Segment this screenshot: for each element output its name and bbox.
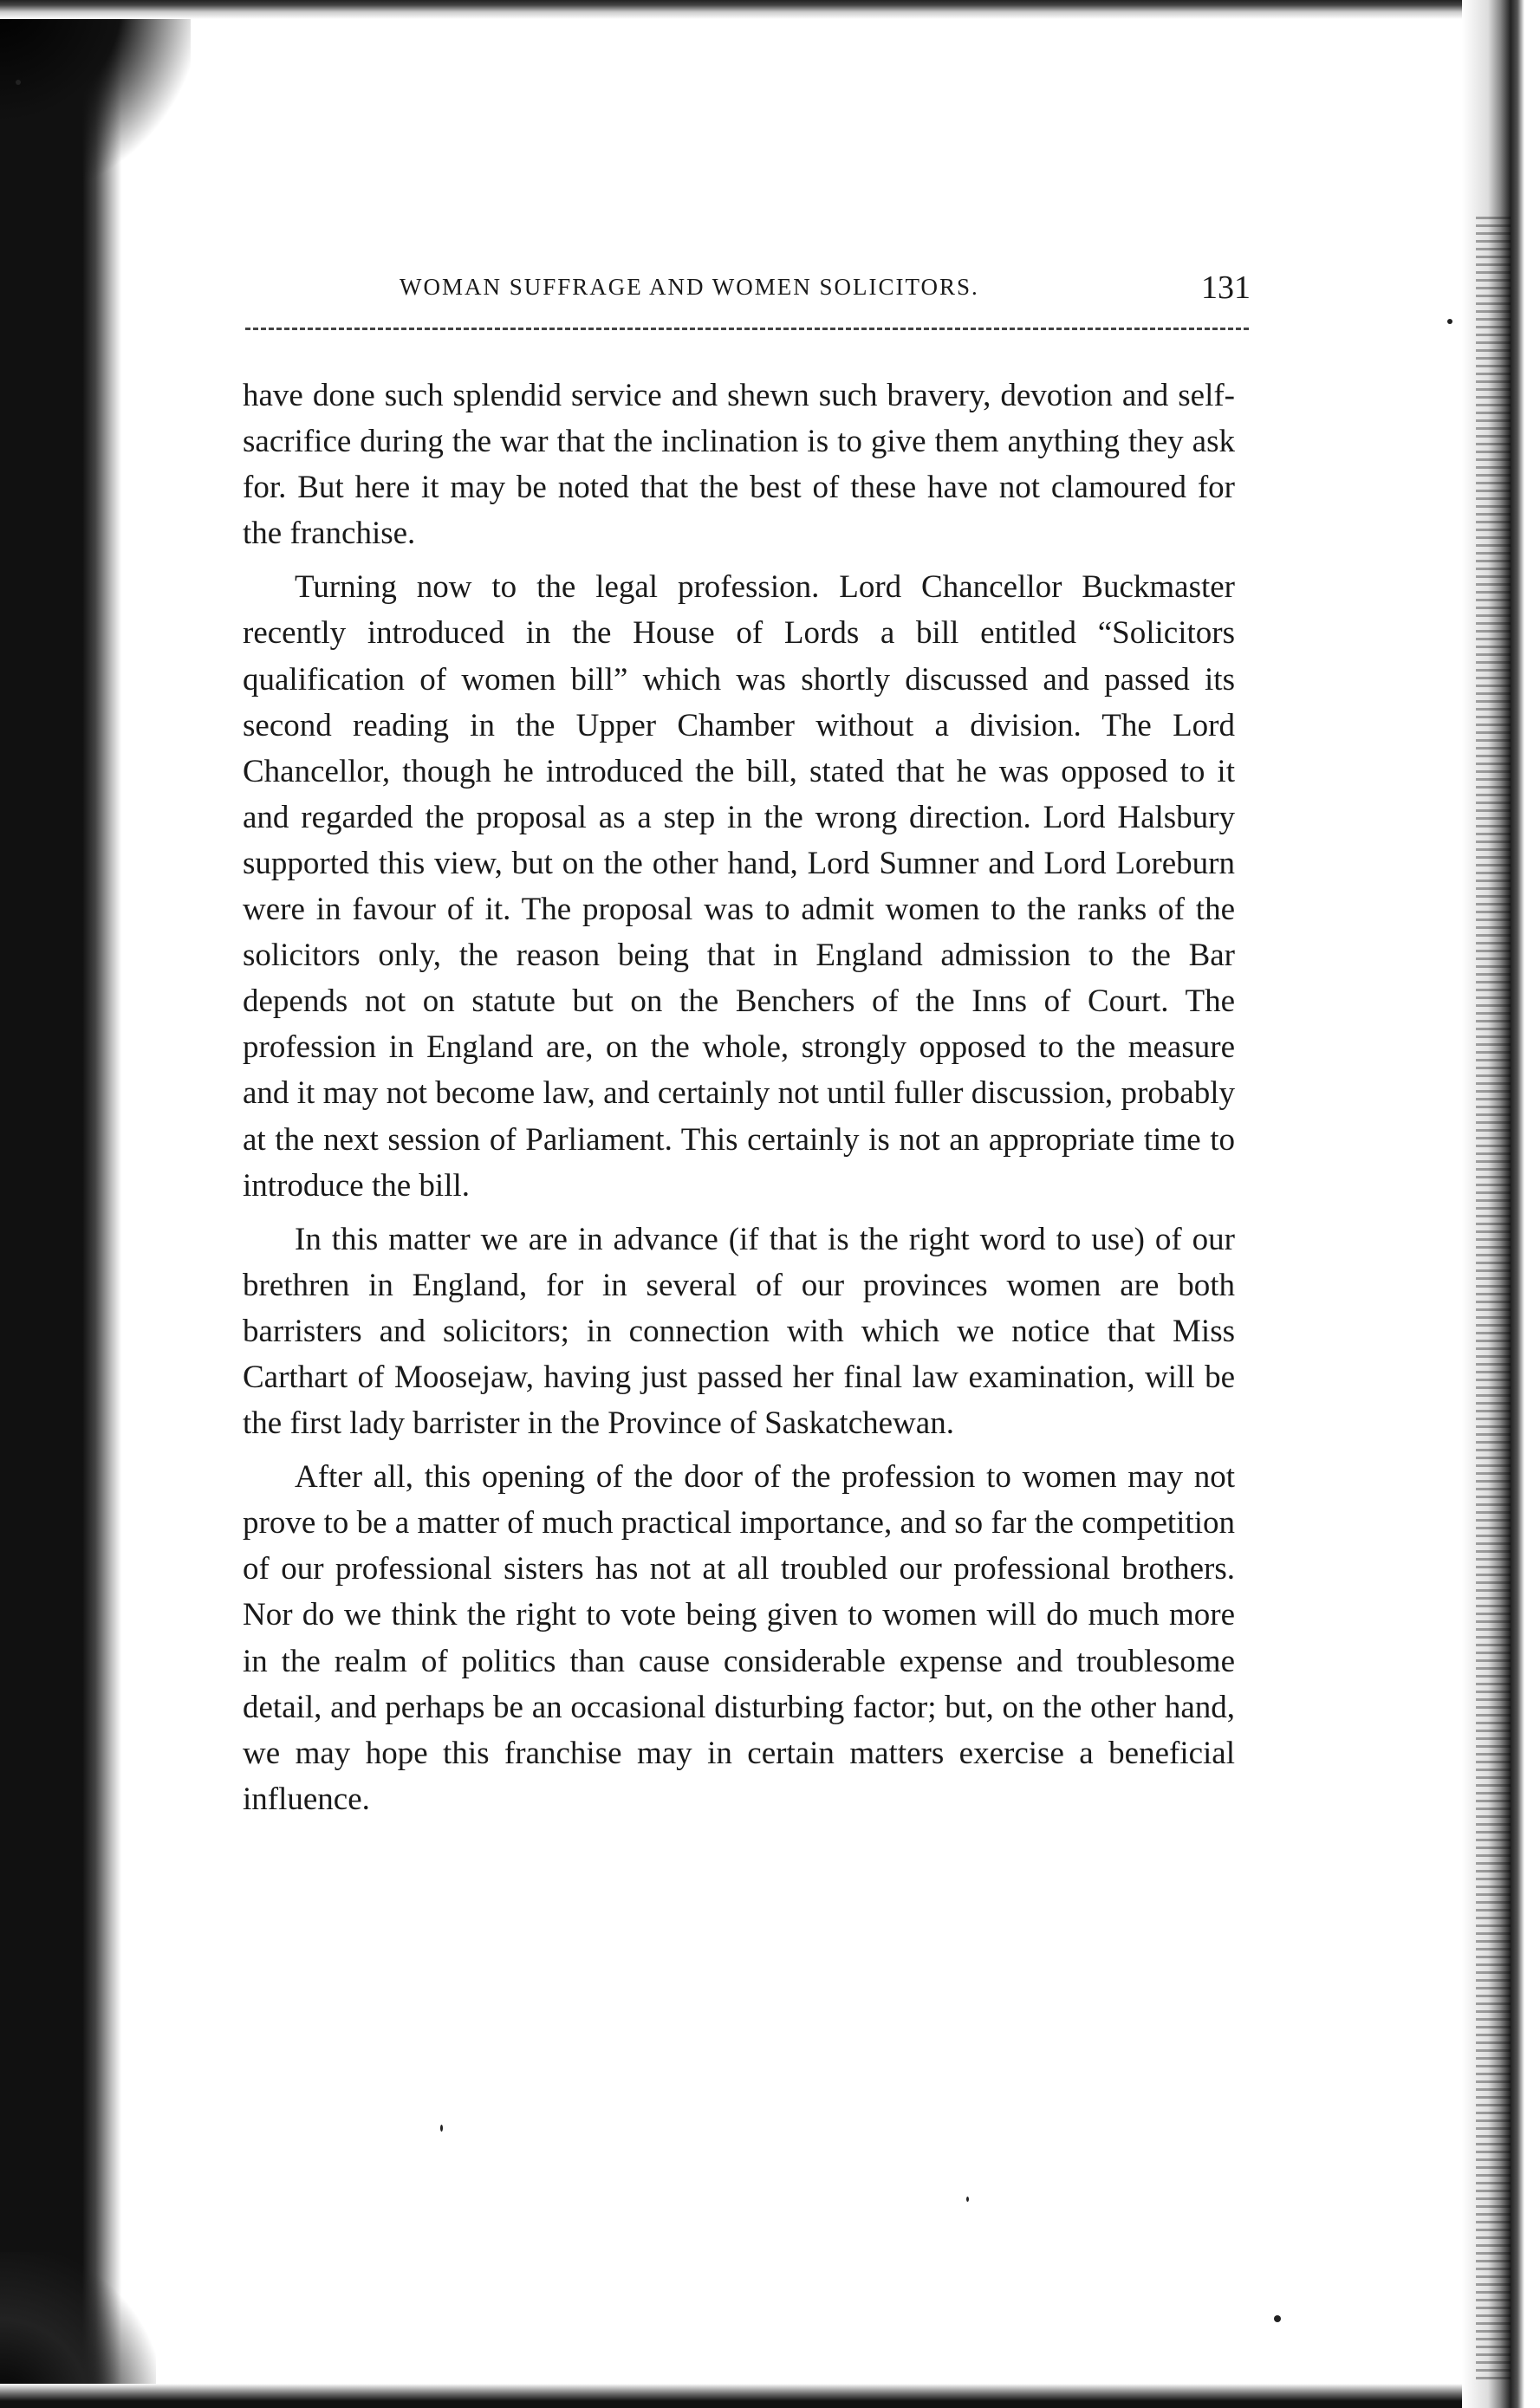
page-header (245, 269, 1251, 326)
scan-edge-left (0, 0, 121, 2408)
scan-speck (1447, 319, 1452, 324)
scan-speck (966, 2197, 969, 2202)
paragraph: After all, this opening of the door of the profession to women may not prove to be a matter of much practical importance, and so far the competition of our professional sisters has not at all troubled our professional brothers. Nor do we think the right to vote being given to women will do much more in the realm of politics than cause considerable expense and troublesome detail, and perhaps be an occasional disturbing factor; but, on the other hand, we may hope this franchise may in certain matters exercise a beneficial influence. (243, 1459, 1235, 1817)
paragraph: Turning now to the legal profession. Lord Chancellor Buckmaster recently introduced in the House of Lords a bill entitled “Solicitors qualification of women bill” which was shortly discussed and passed its second reading in the Upper Chamber without a division. The Lord Chancellor, though he introduced the bill, stated that he was opposed to it and regarded the proposal as a step in the wrong direction. Lord Halsbury supported this view, but on the other hand, Lord Sumner and Lord Loreburn were in favour of it. The proposal was to admit women to the ranks of the solicitors only, the reason being that in England admission to the Bar depends not on statute but on the Benchers of the Inns of Court. The profession in England are, on the whole, strongly opposed to the measure and it may not become law, and certainly not until fuller discussion, probably at the next session of Parliament. This certainly is not an appropriate time to introduce the bill. (243, 569, 1235, 1204)
running-title: WOMAN SUFFRAGE AND WOMEN SOLICITORS. (400, 274, 979, 300)
scan-speck (440, 2125, 443, 2132)
page-number: 131 (1201, 269, 1251, 306)
body-text (243, 373, 1235, 1830)
scan-speck (16, 80, 21, 85)
scan-edge-right-noise (1476, 217, 1511, 2383)
scan-shadow-top-left (0, 0, 191, 191)
header-rule (245, 328, 1249, 330)
paragraph: have done such splendid service and shewn such bravery, devotion and self-sacrifice during the war that the inclination is to give them anything they ask for. But here it may be noted that the best of these have not clamoured for the franchise. (243, 378, 1235, 552)
scan-speck (1274, 2315, 1281, 2322)
scan-edge-top (0, 0, 1540, 19)
scan-edge-bottom (0, 2384, 1540, 2408)
paragraph: In this matter we are in advance (if that is the right word to use) of our brethren in England, for in several of our provinces women are both barristers and solicitors; in connection with which we notice that Miss Carthart of Moosejaw, having just passed her final law examination, will be the first lady barrister in the Province of Saskatchewan. (243, 1221, 1235, 1442)
